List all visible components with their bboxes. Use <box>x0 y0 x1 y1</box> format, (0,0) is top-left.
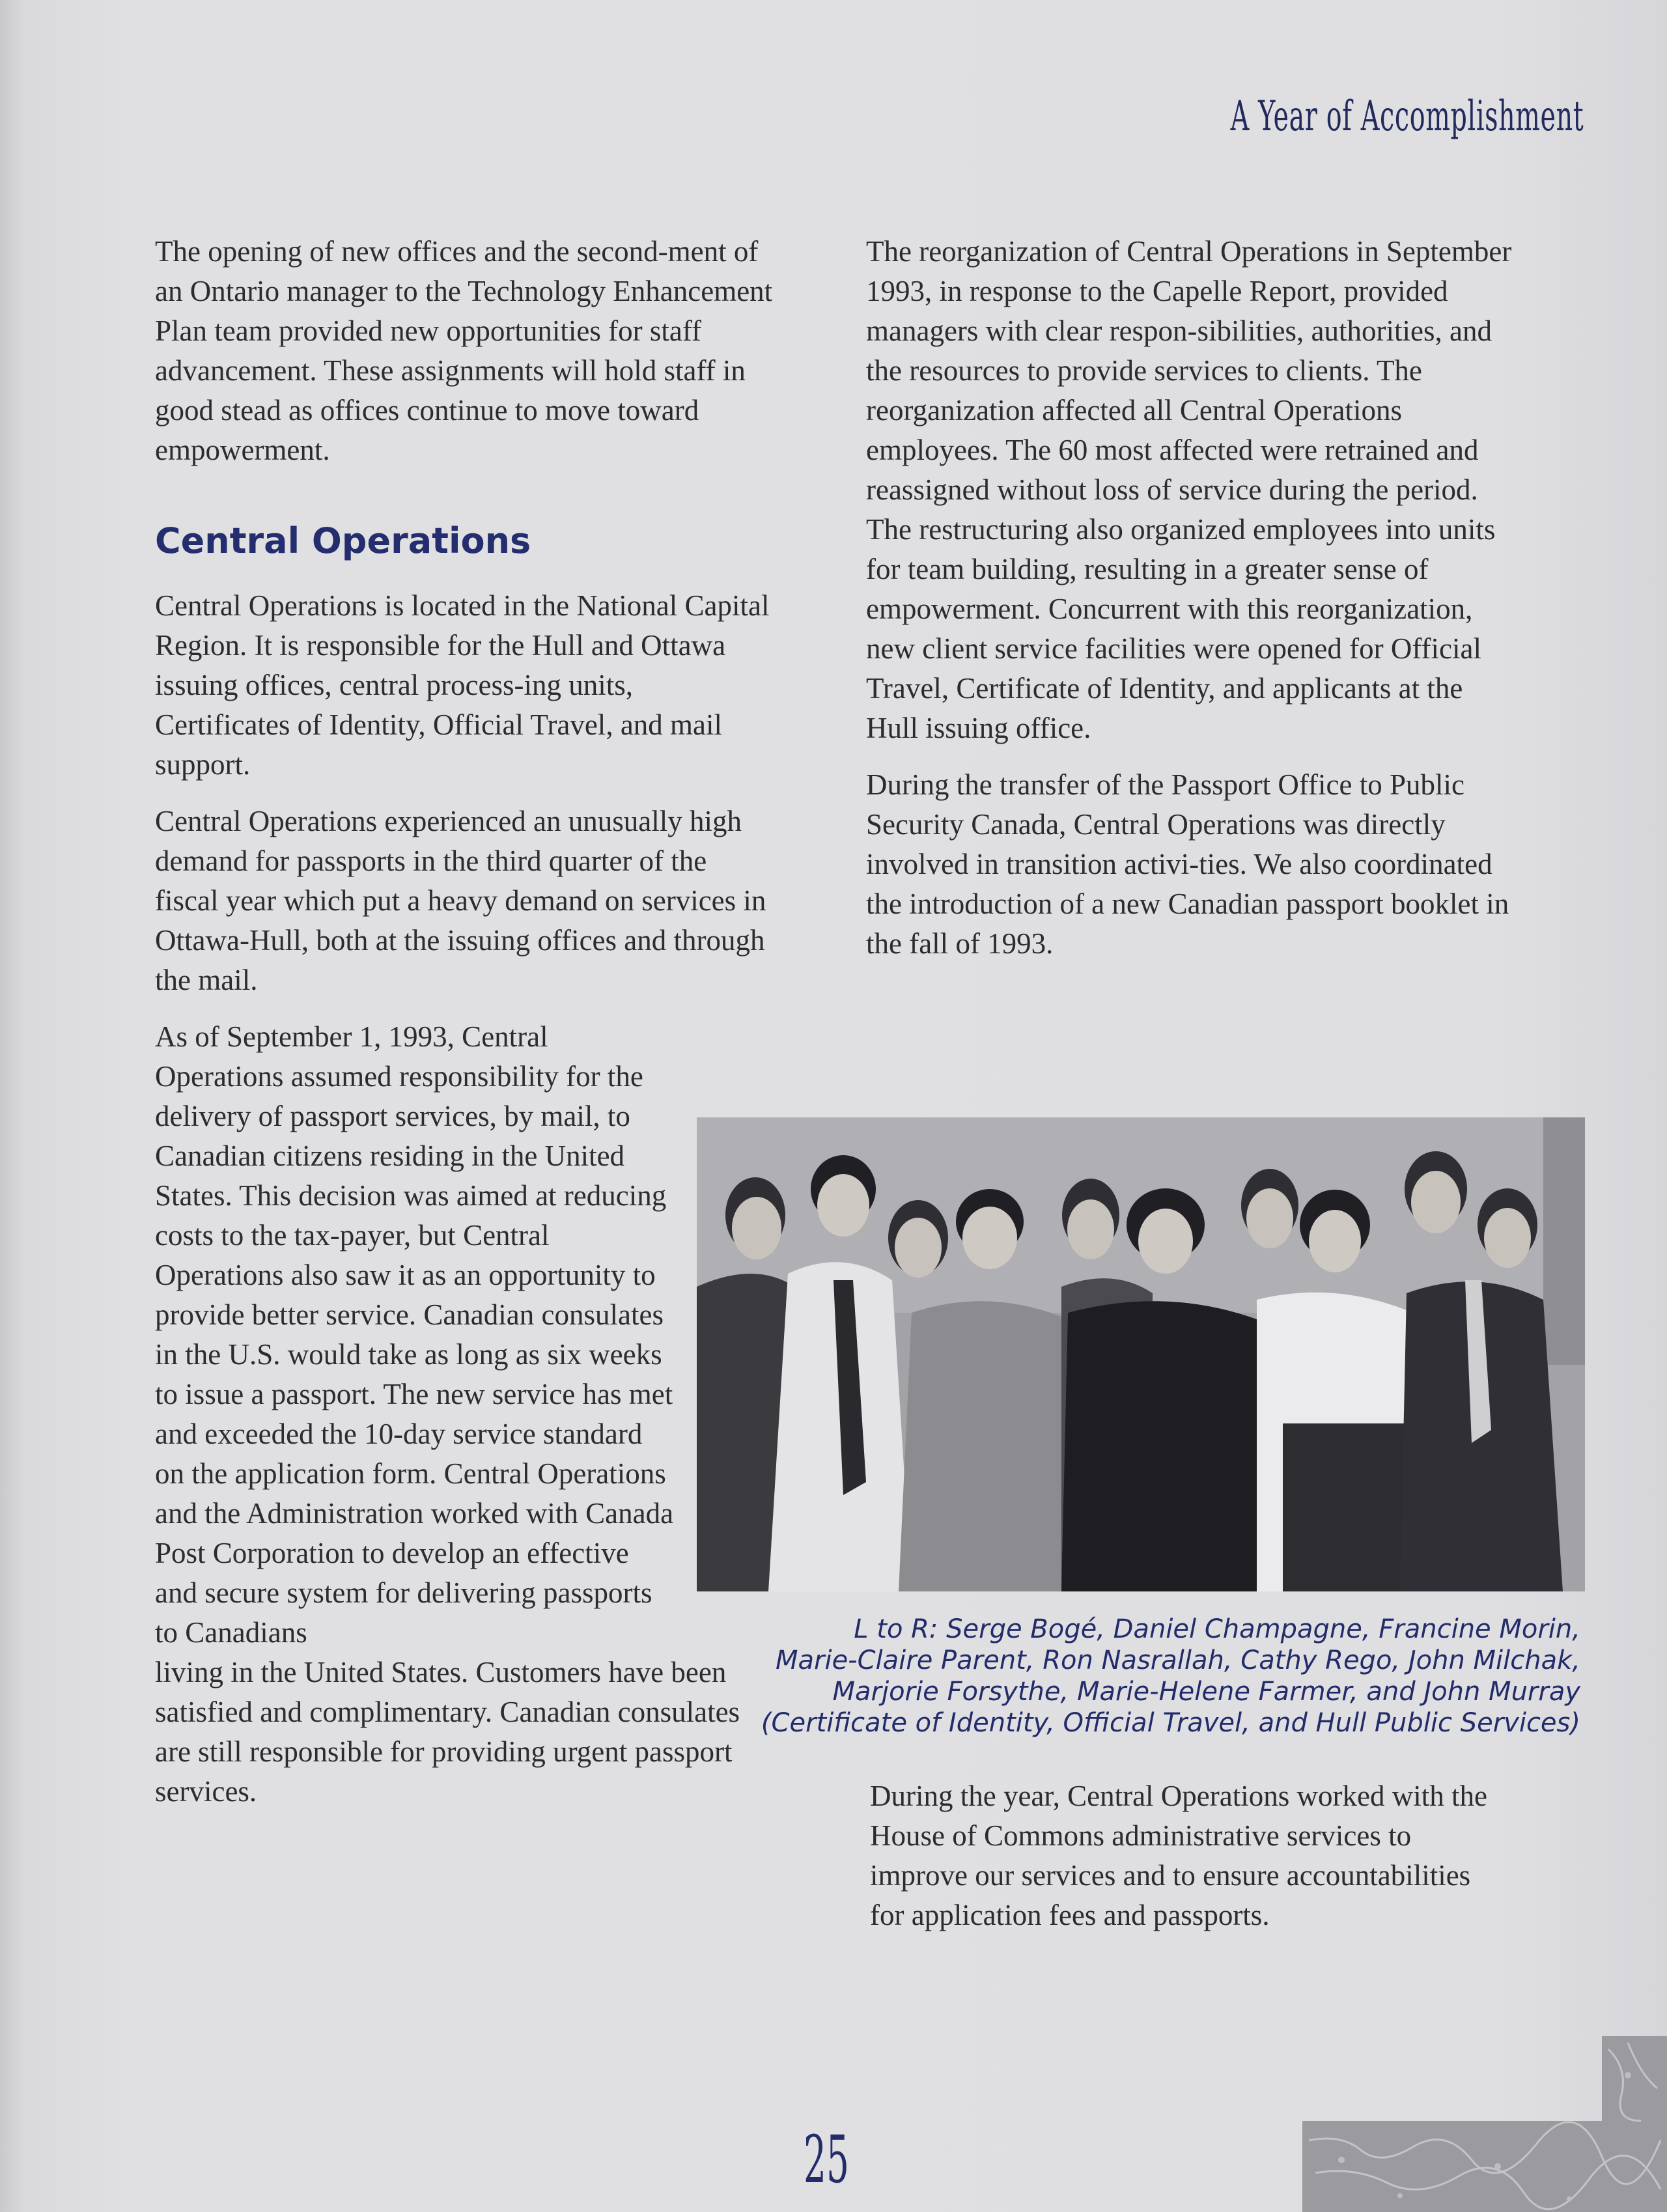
intro-paragraph: The opening of new offices and the second-ment of an Ontario manager to the Technology Enhancement Plan team provided new opportunities for staff advancement. These assignments will hold staff in good stead as offices continue to move toward empowerment. <box>155 235 773 466</box>
full-width-text: living in the United States. Customers have been satisfied and complimentary. Canadian consulates are still responsible for providing urgent passport services. <box>155 1656 740 1808</box>
transfer-paragraph: During the transfer of the Passport Office to Public Security Canada, Central Operations was directly involved in transition activi-ties. We also coordinated the introduction of a new Canadian passport booklet in the fall of 1993. <box>866 768 1509 960</box>
caption-line-1: L to R: Serge Bogé, Daniel Champagne, Francine Morin, <box>854 1614 1580 1644</box>
right-column <box>866 232 1517 981</box>
group-photo-illustration <box>697 1117 1585 1591</box>
central-ops-paragraph-2: Central Operations experienced an unusually high demand for passports in the third quarter of the fiscal year which put a heavy demand on services in Ottawa-Hull, both at the issuing offices and through the mail. <box>155 805 766 996</box>
photo-caption <box>734 1614 1580 1739</box>
caption-line-4: (Certificate of Identity, Official Travel, and Hull Public Services) <box>761 1708 1580 1738</box>
page-number: 25 <box>804 2121 849 2198</box>
house-of-commons-block <box>870 1776 1508 1952</box>
central-ops-paragraph-1: Central Operations is located in the National Capital Region. It is responsible for the Hull and Ottawa issuing offices, central process-ing units, Certificates of Identity, Official Travel, and mail support. <box>155 589 770 781</box>
running-head: A Year of Accomplishment <box>1230 92 1584 141</box>
left-column <box>155 232 774 1812</box>
section-heading: Central Operations <box>155 520 531 561</box>
wrapped-text: As of September 1, 1993, Central Operations assumed responsibility for the delivery of passport services, by mail, to Canadian citizens residing in the United States. This decision was aimed at reducing costs to the tax-payer, but Central Operations also saw it as an opportunity to provide better service. Canadian consulates in the U.S. would take as long as six weeks to issue a passport. The new service has met and exceeded the 10-day service standard on the application form. Central Operations and the Administration worked with Canada Post Corporation to develop an effective and secure system for delivering passports to Canadians <box>155 1020 674 1649</box>
caption-line-3: Marjorie Forsythe, Marie-Helene Farmer, and John Murray <box>832 1677 1580 1707</box>
reorganization-paragraph: The reorganization of Central Operations in September 1993, in response to the Capelle Report, provided managers with clear respon-sibilities, authorities, and the resources to provide services to clients. The reorganization affected all Central Operations employees. The 60 most affected were retrained and reassigned without loss of service during the period. The restructuring also organized employees into units for team building, resulting in a greater sense of empowerment. Concurrent with this reorganization, new client service facilities were opened for Official Travel, Certificate of Identity, and applicants at the Hull issuing office. <box>866 235 1512 744</box>
central-ops-paragraph-3 <box>155 1017 774 1812</box>
map-decoration <box>1302 2036 1667 2212</box>
caption-line-2: Marie-Claire Parent, Ron Nasrallah, Cathy Rego, John Milchak, <box>775 1645 1580 1675</box>
house-of-commons-paragraph: During the year, Central Operations worked with the House of Commons administrative services to improve our services and to ensure accountabilities for application fees and passports. <box>870 1780 1487 1931</box>
group-photo <box>697 1117 1585 1591</box>
